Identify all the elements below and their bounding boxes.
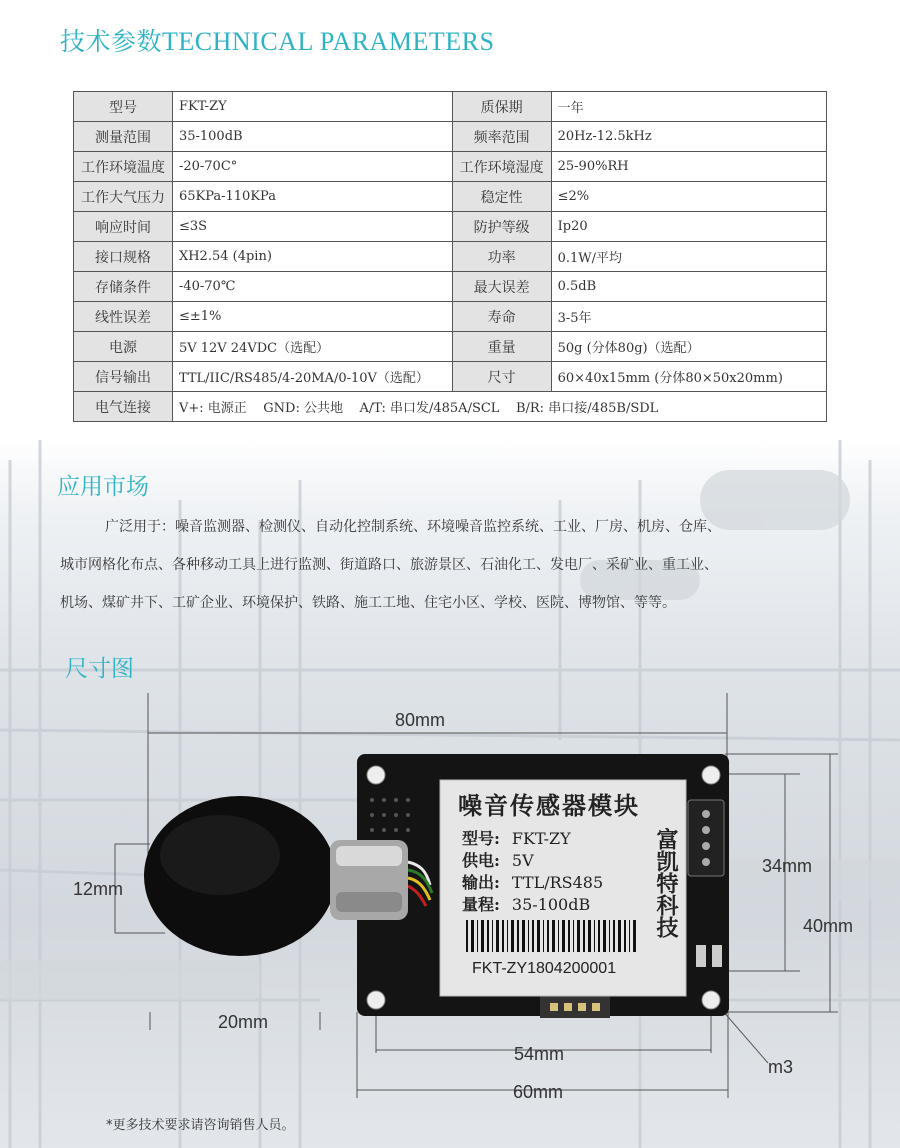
param-value: XH2.54 (4pin) bbox=[172, 242, 452, 272]
param-label: 测量范围 bbox=[74, 122, 173, 152]
param-label: 最大误差 bbox=[452, 272, 551, 302]
param-value: 0.1W/平均 bbox=[551, 242, 826, 272]
table-row bbox=[74, 182, 827, 212]
heading-cn: 技术参数 bbox=[60, 27, 163, 56]
param-label: 稳定性 bbox=[452, 182, 551, 212]
param-label: 线性误差 bbox=[74, 302, 173, 332]
param-value: 一年 bbox=[551, 92, 826, 122]
param-label: 工作环境温度 bbox=[74, 152, 173, 182]
param-label: 工作大气压力 bbox=[74, 182, 173, 212]
param-value: 65KPa-110KPa bbox=[172, 182, 452, 212]
param-value: TTL/IIC/RS485/4-20MA/0-10V（选配） bbox=[172, 362, 452, 392]
param-value: 20Hz-12.5kHz bbox=[551, 122, 826, 152]
module-spec-key: 量程: bbox=[462, 895, 500, 914]
param-label: 重量 bbox=[452, 332, 551, 362]
param-value: 3-5年 bbox=[551, 302, 826, 332]
param-value: ≤2% bbox=[551, 182, 826, 212]
param-label: 电气连接 bbox=[74, 392, 173, 422]
param-label: 频率范围 bbox=[452, 122, 551, 152]
param-label: 寿命 bbox=[452, 302, 551, 332]
param-value: ≤±1% bbox=[172, 302, 452, 332]
table-row bbox=[74, 242, 827, 272]
module-spec-value: TTL/RS485 bbox=[511, 873, 604, 892]
dimension-40mm: 40mm bbox=[803, 916, 854, 936]
dimension-60mm: 60mm bbox=[513, 1082, 564, 1102]
table-row bbox=[74, 92, 827, 122]
dimension-drawing-heading: 尺寸图 bbox=[65, 656, 134, 682]
param-value: 25-90%RH bbox=[551, 152, 826, 182]
application-market-heading: 应用市场 bbox=[57, 474, 149, 500]
module-spec-list bbox=[462, 828, 603, 916]
param-value: 35-100dB bbox=[172, 122, 452, 152]
market-line: 广泛用于：噪音监测器、检测仪、自动化控制系统、环境噪音监控系统、工业、厂房、机房、仓库、 bbox=[105, 519, 721, 535]
dimension-80mm: 80mm bbox=[395, 710, 446, 730]
heading-en: TECHNICAL PARAMETERS bbox=[162, 27, 495, 56]
module-spec-value: 35-100dB bbox=[511, 895, 591, 914]
module-spec-key: 型号: bbox=[462, 829, 500, 848]
param-value: ≤3S bbox=[172, 212, 452, 242]
table-row bbox=[74, 122, 827, 152]
table-row bbox=[74, 392, 827, 422]
param-value: 5V 12V 24VDC（选配） bbox=[172, 332, 452, 362]
param-value: Ip20 bbox=[551, 212, 826, 242]
param-label: 质保期 bbox=[452, 92, 551, 122]
parameters-table-body bbox=[74, 92, 827, 422]
dimension-20mm: 20mm bbox=[218, 1012, 269, 1032]
module-spec-key: 输出: bbox=[462, 873, 500, 892]
module-spec-row bbox=[462, 872, 603, 894]
param-label: 型号 bbox=[74, 92, 173, 122]
module-brand: 富凯特科技 bbox=[653, 828, 678, 938]
param-value: 50g (分体80g)（选配） bbox=[551, 332, 826, 362]
dimension-54mm: 54mm bbox=[514, 1044, 565, 1064]
module-spec-row bbox=[462, 894, 603, 916]
connection-value: V+: 电源正 GND: 公共地 A/T: 串口发/485A/SCL B/R: 串口接/485B/SDL bbox=[172, 392, 826, 422]
module-spec-value: 5V bbox=[511, 851, 534, 870]
application-market-text bbox=[60, 508, 850, 622]
footnote: *更多技术要求请咨询销售人员。 bbox=[106, 1118, 295, 1133]
param-value: -20-70C° bbox=[172, 152, 452, 182]
market-line: 机场、煤矿井下、工矿企业、环境保护、铁路、施工工地、住宅小区、学校、医院、博物馆、等等。 bbox=[60, 595, 676, 611]
param-label: 存储条件 bbox=[74, 272, 173, 302]
parameters-table bbox=[73, 91, 827, 422]
table-row bbox=[74, 212, 827, 242]
param-value: 0.5dB bbox=[551, 272, 826, 302]
param-label: 电源 bbox=[74, 332, 173, 362]
param-label: 响应时间 bbox=[74, 212, 173, 242]
dimension-34mm: 34mm bbox=[762, 856, 813, 876]
table-row bbox=[74, 362, 827, 392]
module-spec-key: 供电: bbox=[462, 851, 500, 870]
table-row bbox=[74, 152, 827, 182]
table-row bbox=[74, 272, 827, 302]
param-value: FKT-ZY bbox=[172, 92, 452, 122]
param-label: 尺寸 bbox=[452, 362, 551, 392]
dimension-12mm: 12mm bbox=[73, 879, 124, 899]
table-row bbox=[74, 302, 827, 332]
param-label: 工作环境湿度 bbox=[452, 152, 551, 182]
param-label: 防护等级 bbox=[452, 212, 551, 242]
param-label: 信号输出 bbox=[74, 362, 173, 392]
module-spec-row bbox=[462, 828, 603, 850]
dimension-m3: m3 bbox=[768, 1057, 794, 1077]
param-label: 接口规格 bbox=[74, 242, 173, 272]
dimension-drawing bbox=[0, 680, 900, 1148]
technical-parameters-heading bbox=[60, 22, 494, 58]
param-label: 功率 bbox=[452, 242, 551, 272]
param-value: -40-70℃ bbox=[172, 272, 452, 302]
module-title: 噪音传感器模块 bbox=[458, 791, 640, 820]
module-serial: FKT-ZY1804200001 bbox=[472, 960, 617, 977]
module-spec-value: FKT-ZY bbox=[511, 829, 571, 848]
param-value: 60×40x15mm (分体80×50x20mm) bbox=[551, 362, 826, 392]
table-row bbox=[74, 332, 827, 362]
module-spec-row bbox=[462, 850, 603, 872]
market-line: 城市网格化布点、各种移动工具上进行监测、街道路口、旅游景区、石油化工、发电厂、采矿业、重工业、 bbox=[60, 557, 718, 573]
